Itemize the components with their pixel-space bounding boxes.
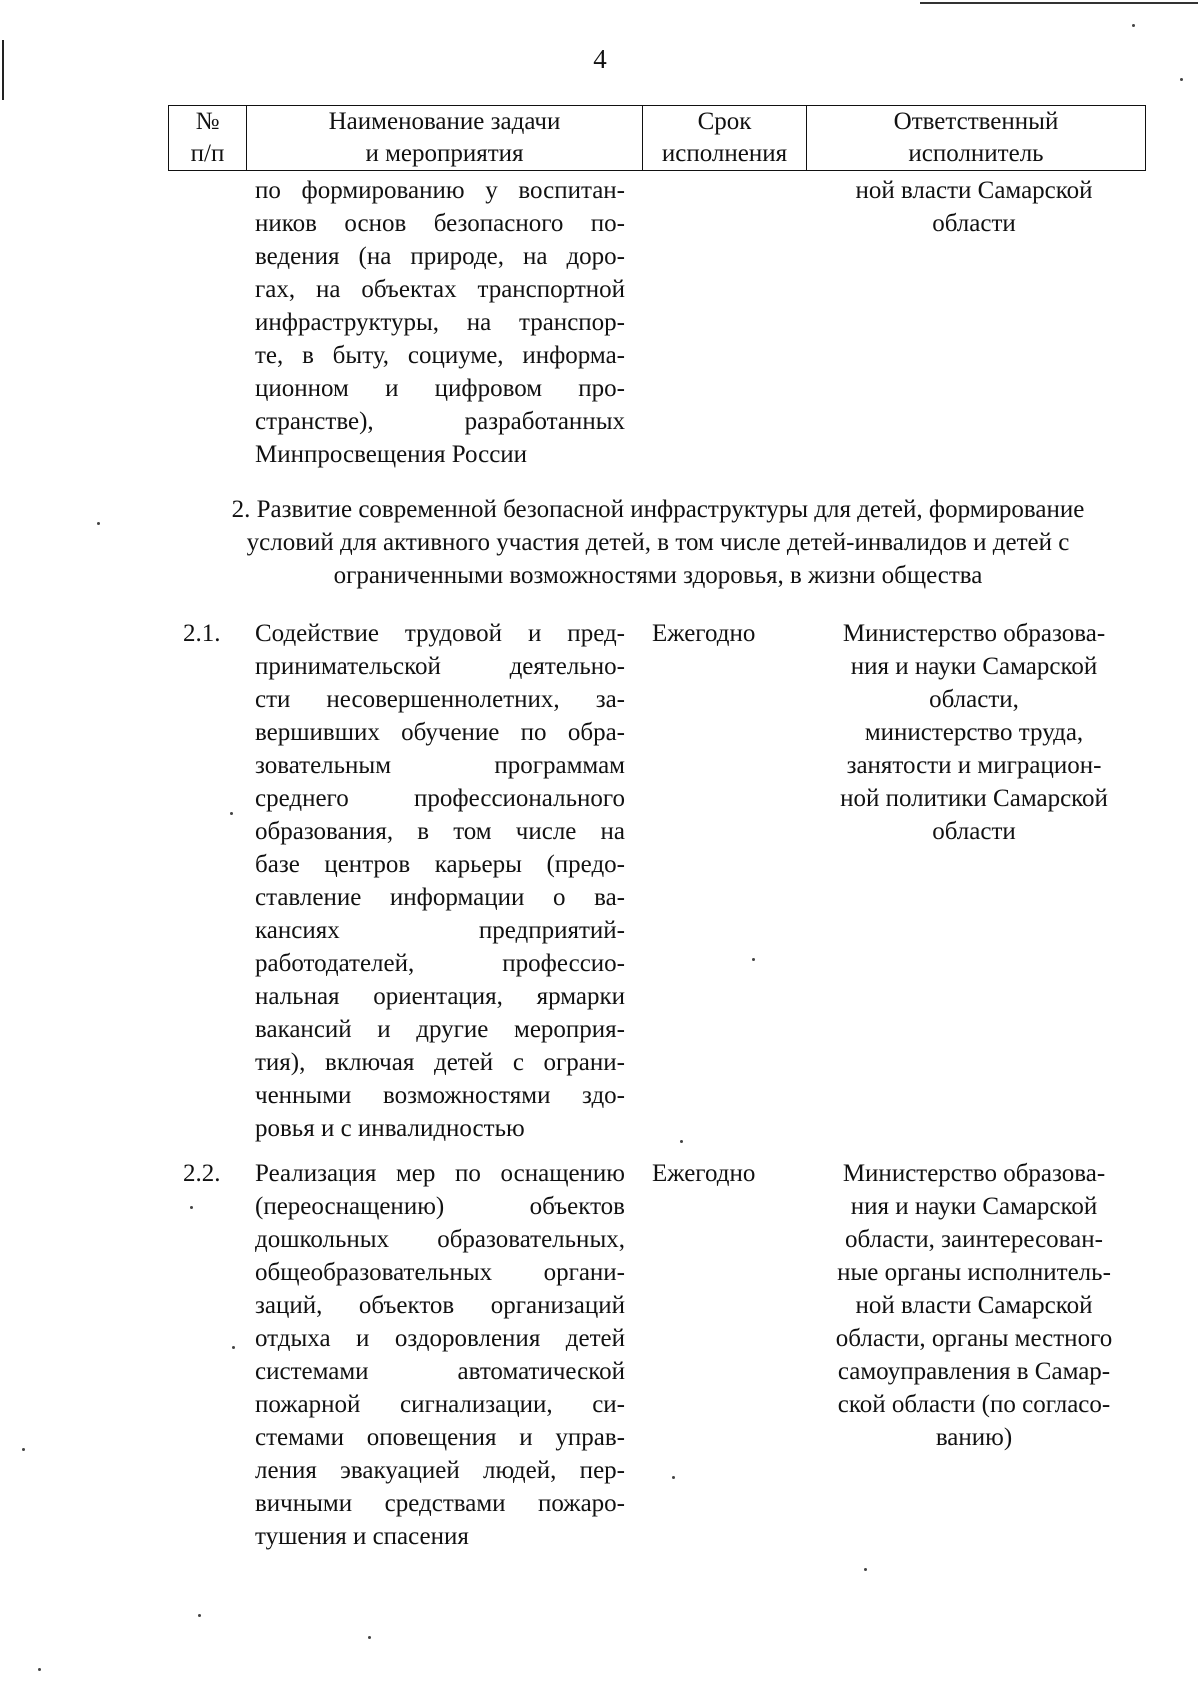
scan-speck [190, 1206, 193, 1209]
scan-speck [1132, 24, 1135, 27]
scan-speck [752, 958, 755, 961]
row-responsible: Министерство образова- ния и науки Самарской области, министерство труда, занятости и миграцион- ной политики Самарской области [840, 620, 1108, 845]
header-num: № п/п [190, 108, 225, 167]
header-responsible: Ответственный исполнитель [806, 106, 1145, 170]
scan-speck [97, 522, 100, 525]
scan-speck [680, 1140, 683, 1143]
scan-speck [864, 1568, 867, 1571]
row-term: Ежегодно [652, 620, 756, 647]
row-responsible: Министерство образова- ния и науки Самарской области, заинтересован- ные органы исполнитель- ной власти Самарской области, органы местного самоуправления в Самар- ской области (по согласо- ванию) [835, 1160, 1113, 1451]
scan-speck [230, 812, 233, 815]
scan-speck [368, 1636, 371, 1639]
scan-top-mark [920, 2, 1198, 4]
row-name: Реализация мер по оснащению (переоснащению) объектов дошкольных образовательных, общеобразовательных органи- заций, объектов организаций отдыха и оздоровления детей системами автоматической пожарной сигнализации, си- стемами оповещения и управ- ления эвакуацией людей, пер- вичными средствами пожаро- тушения и спасения [255, 1160, 625, 1550]
scan-speck [38, 1668, 41, 1671]
row-name: Содействие трудовой и пред- принимательской деятельно- сти несовершеннолетних, за- вершивших обучение по обра- зовательным программам среднего профессионального образования, в том числе на базе центров карьеры (предо- ставление информации о ва- кансиях предприятий- работодателей, профессио- нальная ориентация, ярмарки вакансий и другие мероприя- тия), включая детей с ограни- ченными возможностями здо- ровья и с инвалидностью [255, 620, 625, 1142]
row-number: 2.2. [183, 1160, 221, 1187]
row-number: 2.1. [183, 620, 221, 647]
table-header [168, 105, 1146, 171]
scan-speck [198, 1614, 201, 1617]
continuation-name: по формированию у воспитан- ников основ безопасного по- ведения (на природе, на доро- гах, на объектах транспортной инфраструктуры, на транспор- те, в быту, социуме, информа- ционном и цифровом про- странстве), разработанных Минпросвещения России [255, 177, 625, 468]
continuation-responsible: ной власти Самарской области [855, 177, 1093, 237]
section-heading: 2. Развитие современной безопасной инфраструктуры для детей, формирование условий для активного участия детей, в том числе детей-инвалидов и детей с ограниченными возможностями здоровья, в жизни общества [231, 496, 1085, 589]
header-name: Наименование задачи и мероприятия [246, 106, 642, 170]
scan-speck [232, 1346, 235, 1349]
scan-speck [22, 1448, 25, 1451]
header-term: Срок исполнения [642, 106, 806, 170]
scan-speck [672, 1476, 675, 1479]
page-number: 4 [593, 44, 607, 74]
scan-speck [1180, 78, 1183, 81]
row-term: Ежегодно [652, 1160, 756, 1187]
